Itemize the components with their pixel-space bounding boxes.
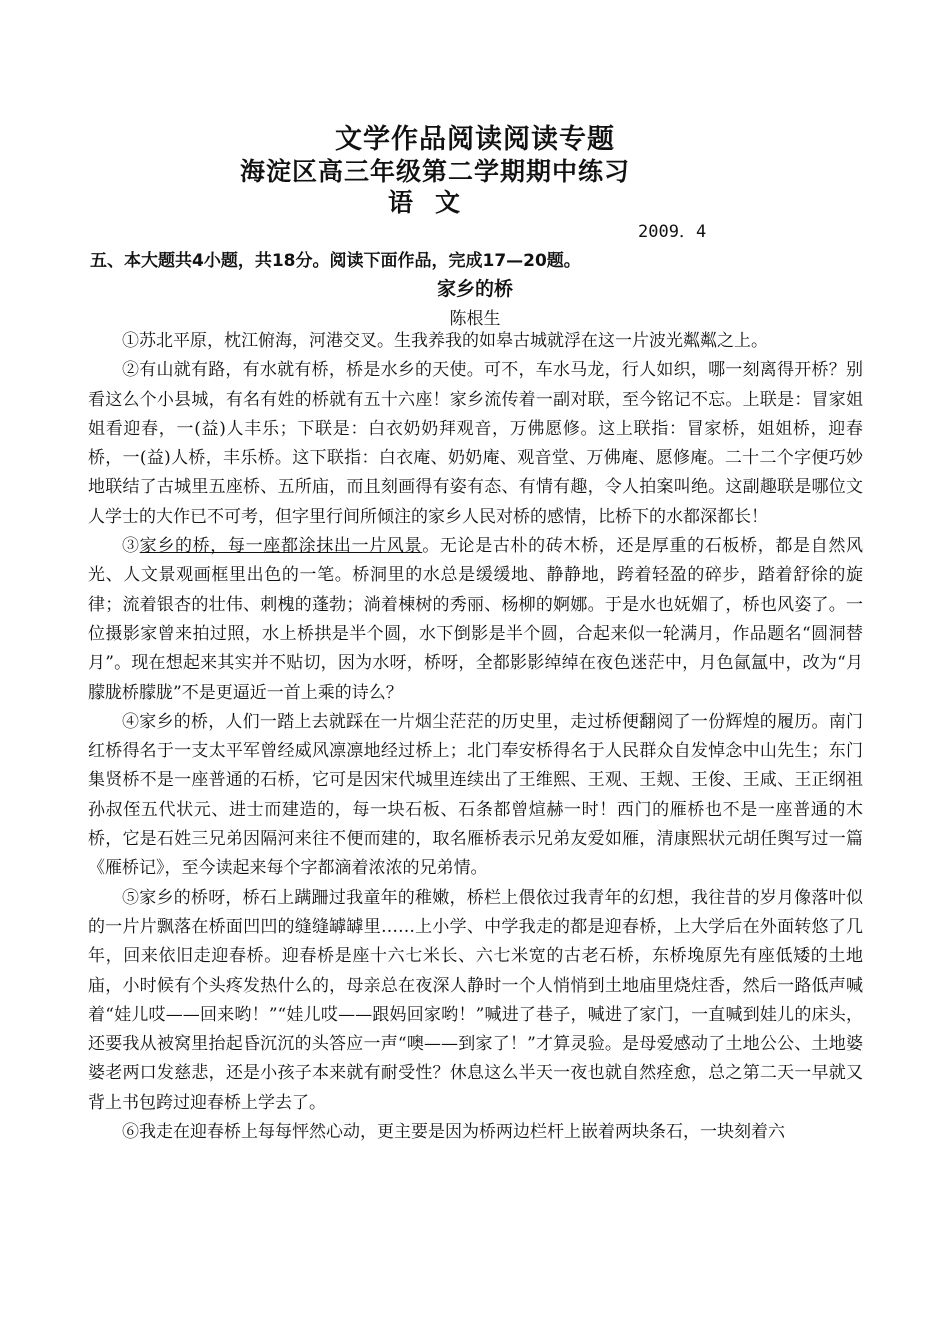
main-title: 文学作品阅读阅读专题 bbox=[335, 124, 615, 155]
exam-date: 2009．4 bbox=[638, 222, 707, 242]
paragraph-3-rest: 。无论是古朴的砖木桥，还是厚重的石板桥，都是自然风光、人文景观画框里出色的一笔。桥洞里的水总是缓缓地、静静地，跨着轻盈的碎步，踏着舒徐的旋律；流着银杏的壮伟、刺槐的蓬勃；淌着棟树的秀丽、杨柳的婀娜。于是水也妩媚了，桥也风姿了。一位摄影家曾来拍过照，水上桥拱是半个圆，水下倒影是半个圆，合起来似一轮满月，作品题名“圆洞替月”。现在想起来其实并不贴切，因为水呀，桥呀，全都影影绰绰在夜色迷茫中，月色氤氲中，改为“月朦胧桥朦胧”不是更逼近一首上乘的诗么？ bbox=[88, 536, 864, 703]
paragraph-5: ⑤家乡的桥呀，桥石上蹒跚过我童年的稚嫩，桥栏上偎依过我青年的幻想，我往昔的岁月像落叶似的一片片飘落在桥面凹凹的缝缝罅罅里……上小学、中学我走的都是迎春桥，上大学后在外面转悠了几年，回来依旧走迎春桥。迎春桥是座十六七米长、六七米宽的古老石桥，东桥堍原先有座低矮的土地庙，小时候有个头疼发热什么的，母亲总在夜深人静时一个人悄悄到土地庙里烧炷香，然后一路低声喊着“娃儿哎——回来哟！”“娃儿哎——跟妈回家哟！”喊进了巷子，喊进了家门，一直喊到娃儿的床头，还要我从被窝里抬起昏沉沉的头答应一声“噢——到家了！”才算灵验。是母爱感动了土地公公、土地婆婆老两口发慈悲，还是小孩子本来就有耐受性？休息这么半天一夜也就自然痊愈，总之第二天一早就又背上书包跨过迎春桥上学去了。 bbox=[88, 887, 863, 1113]
paragraph-3 bbox=[88, 532, 863, 708]
paragraph-6: ⑥我走在迎春桥上每每怦然心动，更主要是因为桥两边栏杆上嵌着两块条石，一块刻着六 bbox=[122, 1122, 785, 1143]
underlined-sentence: 家乡的桥，每一座都涂抹出一片风景 bbox=[139, 536, 423, 557]
paragraph-3-marker: ③ bbox=[122, 536, 140, 557]
article-author: 陈根生 bbox=[449, 309, 501, 329]
paragraph-4: ④家乡的桥，人们一踏上去就踩在一片烟尘茫茫的历史里，走过桥便翻阅了一份辉煌的履历。南门红桥得名于一支太平军曾经威风凛凛地经过桥上；北门奉安桥得名于人民群众自发悼念中山先生；东门集贤桥不是一座普通的石桥，它可是因宋代城里连续出了王维熙、王观、王觌、王俊、王咸、王正纲祖孙叔侄五代状元、进士而建造的，每一块石板、石条都曾煊赫一时！西门的雁桥也不是一座普通的木桥，它是石姓三兄弟因隔河来往不便而建的，取名雁桥表示兄弟友爱如雁，清康熙状元胡任舆写过一篇《雁桥记》，至今读起来每个字都滴着浓浓的兄弟情。 bbox=[88, 711, 863, 879]
exam-title: 海淀区高三年级第二学期期中练习 bbox=[239, 157, 630, 186]
paragraph-1: ①苏北平原，枕江俯海，河港交叉。生我养我的如皋古城就浮在这一片波光粼粼之上。 bbox=[122, 331, 768, 351]
paragraph-2: ②有山就有路，有水就有桥，桥是水乡的天使。可不，车水马龙，行人如织，哪一刻离得开桥？别看这么个小县城，有名有姓的桥就有五十六座！家乡流传着一副对联，至今铭记不忘。上联是：冒家姐姐看迎春，一(益)人丰乐；下联是：白衣奶奶拜观音，万佛愿修。这上联指：冒家桥，姐姐桥，迎春桥，一(益)人桥，丰乐桥。这下联指：白衣庵、奶奶庵、观音堂、万佛庵、愿修庵。二十二个字便巧妙地联结了古城里五座桥、五所庙，而且刻画得有姿有态、有情有趣，令人拍案叫绝。这副趣联是哪位文人学士的大作已不可考，但字里行间所倾注的家乡人民对桥的感情，比桥下的水都深都长！ bbox=[88, 360, 863, 527]
subject-title: 语文 bbox=[387, 188, 482, 217]
article-body bbox=[88, 327, 863, 1147]
section-instruction: 五、本大题共4小题，共18分。阅读下面作品，完成17—20题。 bbox=[90, 251, 581, 271]
article-title: 家乡的桥 bbox=[436, 278, 513, 300]
